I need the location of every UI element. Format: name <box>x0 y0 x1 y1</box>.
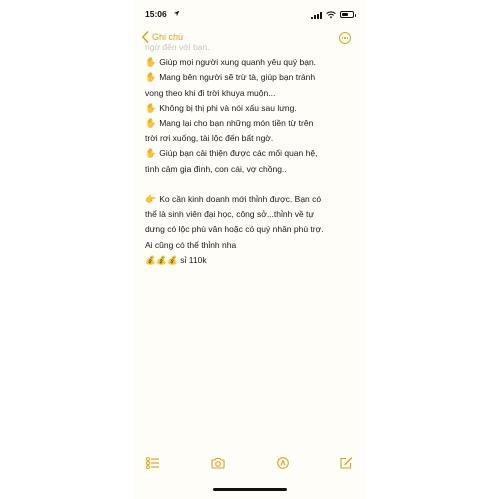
note-bullet <box>145 70 361 85</box>
bullet-text: Mang lại cho bạn những món tiền từ trên <box>159 118 314 129</box>
bullet-text: Mang bên người sẽ trừ tà, giúp bạn tránh <box>159 72 316 83</box>
location-arrow-icon <box>173 10 180 17</box>
note-line: tình cảm gia đình, con cái, vợ chồng.. <box>145 163 287 174</box>
note-line: vong theo khi đi trời khuya muộn... <box>145 87 276 98</box>
raised-hand-icon: ✋ <box>145 118 157 129</box>
back-label: Ghi chú <box>152 32 184 42</box>
paragraph-text: Ko cần kinh doanh mới thỉnh được. Bạn có <box>159 194 322 205</box>
note-bullet <box>145 146 361 161</box>
note-line: thể là sinh viên đại học, công sở...thỉnh về tự <box>145 209 315 220</box>
money-bag-icon: 💰💰💰 <box>145 254 179 265</box>
pointing-hand-icon: 👉 <box>145 194 157 205</box>
bullet-text: Giúp bạn cải thiện được các mối quan hệ, <box>159 148 318 159</box>
status-bar <box>133 0 366 26</box>
note-line: trời rơi xuống, tài lộc đến bất ngờ. <box>145 133 274 144</box>
note-line: Ai cũng có thể thỉnh nha <box>145 239 237 250</box>
raised-hand-icon: ✋ <box>145 148 157 159</box>
battery-icon <box>340 11 354 18</box>
blank-line <box>145 177 361 192</box>
bullet-text: Giúp mọi người xung quanh yêu quý bạn. <box>159 57 317 68</box>
cellular-signal-icon <box>311 12 323 19</box>
notes-screen <box>133 0 366 499</box>
note-bullet <box>145 101 361 116</box>
wifi-icon <box>326 11 336 19</box>
camera-icon[interactable] <box>211 457 225 469</box>
note-bullet <box>145 55 361 70</box>
markup-pen-icon[interactable] <box>276 457 290 469</box>
compose-icon[interactable] <box>339 457 353 469</box>
checklist-icon[interactable] <box>146 457 160 469</box>
status-time: 15:06 <box>145 9 167 19</box>
note-line <box>145 192 361 207</box>
price-text: sỉ 110k <box>180 254 207 265</box>
raised-hand-icon: ✋ <box>145 57 157 68</box>
raised-hand-icon: ✋ <box>145 72 157 83</box>
bottom-toolbar <box>133 452 366 472</box>
home-indicator[interactable] <box>213 488 287 491</box>
note-line: dưng có lộc phù vân hoặc có quý nhân phù trợ. <box>145 224 324 235</box>
note-body[interactable] <box>145 40 361 268</box>
bullet-text: Không bị thị phi và nói xấu sau lưng. <box>159 102 297 113</box>
price-line <box>145 253 361 268</box>
note-bullet <box>145 116 361 131</box>
raised-hand-icon: ✋ <box>145 102 157 113</box>
note-line: ngờ đến với bạn. <box>145 42 210 52</box>
